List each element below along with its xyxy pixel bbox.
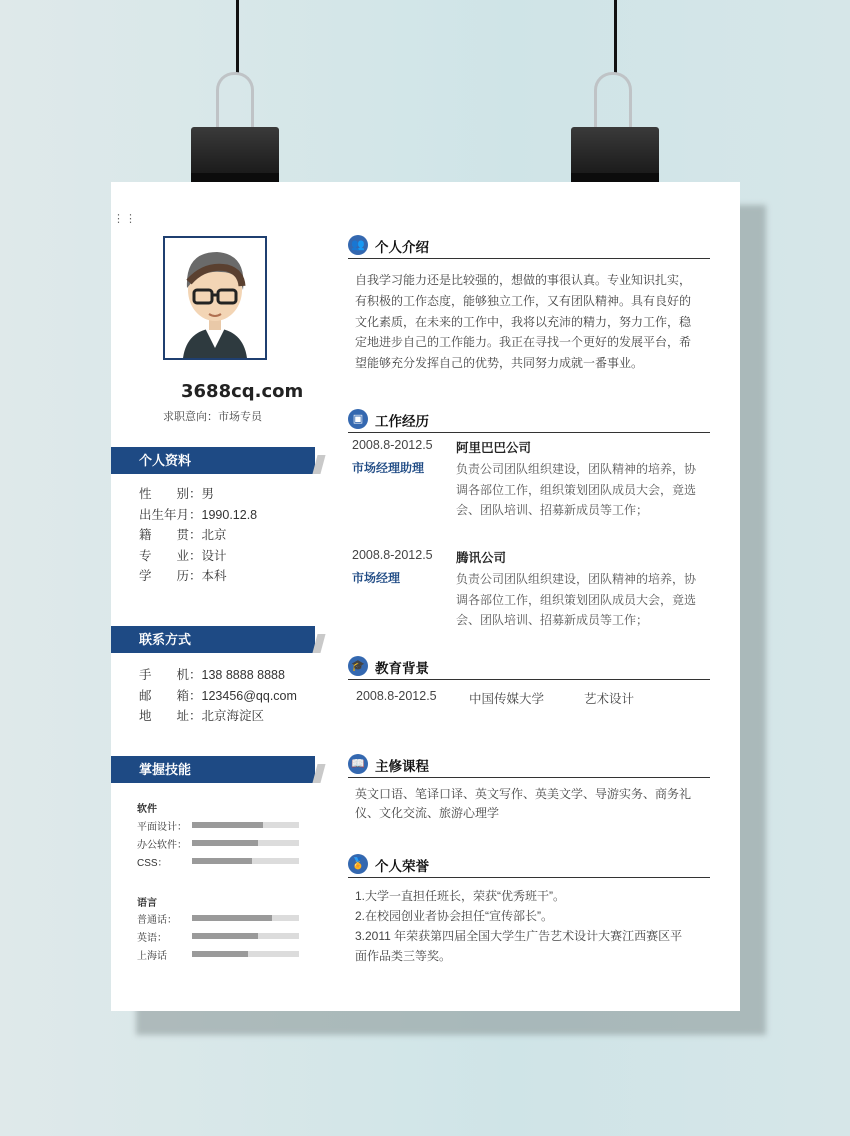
section-title: 工作经历: [375, 414, 429, 429]
skill-bar: [192, 951, 299, 957]
section-bar-contact: 联系方式: [111, 626, 315, 653]
drag-handle-icon[interactable]: ⋮⋮: [113, 213, 137, 225]
binder-clip-handle-right: [584, 72, 646, 132]
section-title: 主修课程: [375, 759, 429, 774]
section-education: [348, 655, 710, 680]
section-header: [348, 234, 710, 259]
skill-row: 上海话: [137, 947, 317, 962]
section-intro: [348, 234, 710, 259]
honors-text: 1.大学一直担任班长，荣获“优秀班干”。 2.在校园创业者协会担任“宣传部长”。 3.2011 年荣获第四届全国大学生广告艺术设计大赛江西赛区平 面作品类三等奖。: [355, 889, 683, 963]
section-bar-skills: 掌握技能: [111, 756, 315, 783]
job-role: 市场经理助理: [352, 461, 425, 475]
medal-icon: 🏅: [348, 854, 368, 874]
section-header: [348, 408, 710, 433]
binder-clip-handle-left: [206, 72, 268, 132]
contact-row-phone: 手 机：138 8888 8888: [139, 668, 285, 682]
info-row-gender: 性 别：男: [139, 487, 215, 501]
education-date: 2008.8-2012.5: [356, 689, 437, 703]
skill-row: CSS：: [137, 854, 317, 869]
section-work: [348, 408, 710, 433]
section-title: 个人荣誉: [375, 859, 429, 874]
info-row-degree: 学 历：本科: [139, 569, 227, 583]
skill-bar: [192, 915, 299, 921]
job-role: 市场经理: [352, 571, 401, 585]
info-row-hometown: 籍 贯：北京: [139, 528, 227, 542]
section-header: [348, 853, 710, 878]
graduation-cap-icon: 🎓: [348, 656, 368, 676]
skill-bar: [192, 840, 299, 846]
skill-group-software: 软件: [137, 804, 157, 815]
resume-page: [111, 182, 740, 1011]
education-major: 艺术设计: [584, 692, 635, 706]
binder-clip-left: [191, 127, 279, 183]
hanging-wire-left: [236, 0, 239, 75]
info-row-birth: 出生年月：1990.12.8: [139, 507, 258, 522]
contact-info-list: [139, 665, 297, 727]
book-icon: 📖: [348, 754, 368, 774]
binder-clip-right: [571, 127, 659, 183]
skill-bar: [192, 858, 299, 864]
candidate-name: 3688cq.com: [181, 381, 304, 402]
intro-text: 自我学习能力还是比较强的，想做的事很认真。专业知识扎实， 有积极的工作态度，能够独立工作，又有团队精神。具有良好的 文化素质，在未来的工作中，我将以充沛的精力，努力工作，稳 定地进步自己的工作能力。我正在寻找一个更好的发展平台，希 望能够充分发挥自己的优势，共同努力成就一番事业。: [355, 273, 692, 371]
section-header: [348, 655, 710, 680]
job-company: 腾讯公司: [456, 551, 507, 565]
skill-bar: [192, 933, 299, 939]
section-header: [348, 753, 710, 778]
people-icon: 👥: [348, 235, 368, 255]
section-bar-personal: 个人资料: [111, 447, 315, 474]
skill-group-language: 语言: [137, 898, 157, 909]
job-company: 阿里巴巴公司: [456, 441, 532, 455]
hanging-wire-right: [614, 0, 617, 75]
job-intent: 求职意向：市场专员: [163, 411, 262, 423]
courses-text: 英文口语、笔译口译、英文写作、英美文学、导游实务、商务礼 仪、文化交流、旅游心理学: [355, 787, 692, 820]
skill-row: 英语：: [137, 929, 317, 944]
job-date: 2008.8-2012.5: [352, 438, 433, 452]
section-title: 个人介绍: [375, 240, 429, 255]
skill-row: 平面设计：: [137, 818, 317, 833]
skill-bar: [192, 822, 299, 828]
job-date: 2008.8-2012.5: [352, 548, 433, 562]
skill-row: 普通话：: [137, 911, 317, 926]
contact-row-address: 地 址：北京海淀区: [139, 709, 265, 723]
section-honors: [348, 853, 710, 878]
job-description: 负责公司团队组织建设，团队精神的培养，协 调各部位工作，组织策划团队成员大会，竟选 会、团队培训、招募新成员等工作；: [456, 572, 697, 627]
education-school: 中国传媒大学: [469, 692, 545, 706]
section-courses: [348, 753, 710, 778]
contact-row-email: 邮 箱：123456@qq.com: [139, 688, 297, 703]
personal-info-list: [139, 484, 257, 587]
briefcase-icon: ▣: [348, 409, 368, 429]
skill-row: 办公软件：: [137, 836, 317, 851]
section-title: 教育背景: [375, 661, 429, 676]
info-row-major: 专 业：设计: [139, 548, 227, 563]
avatar: [163, 236, 267, 360]
job-description: 负责公司团队组织建设，团队精神的培养，协 调各部位工作，组织策划团队成员大会，竟选 会、团队培训、招募新成员等工作；: [456, 462, 697, 517]
